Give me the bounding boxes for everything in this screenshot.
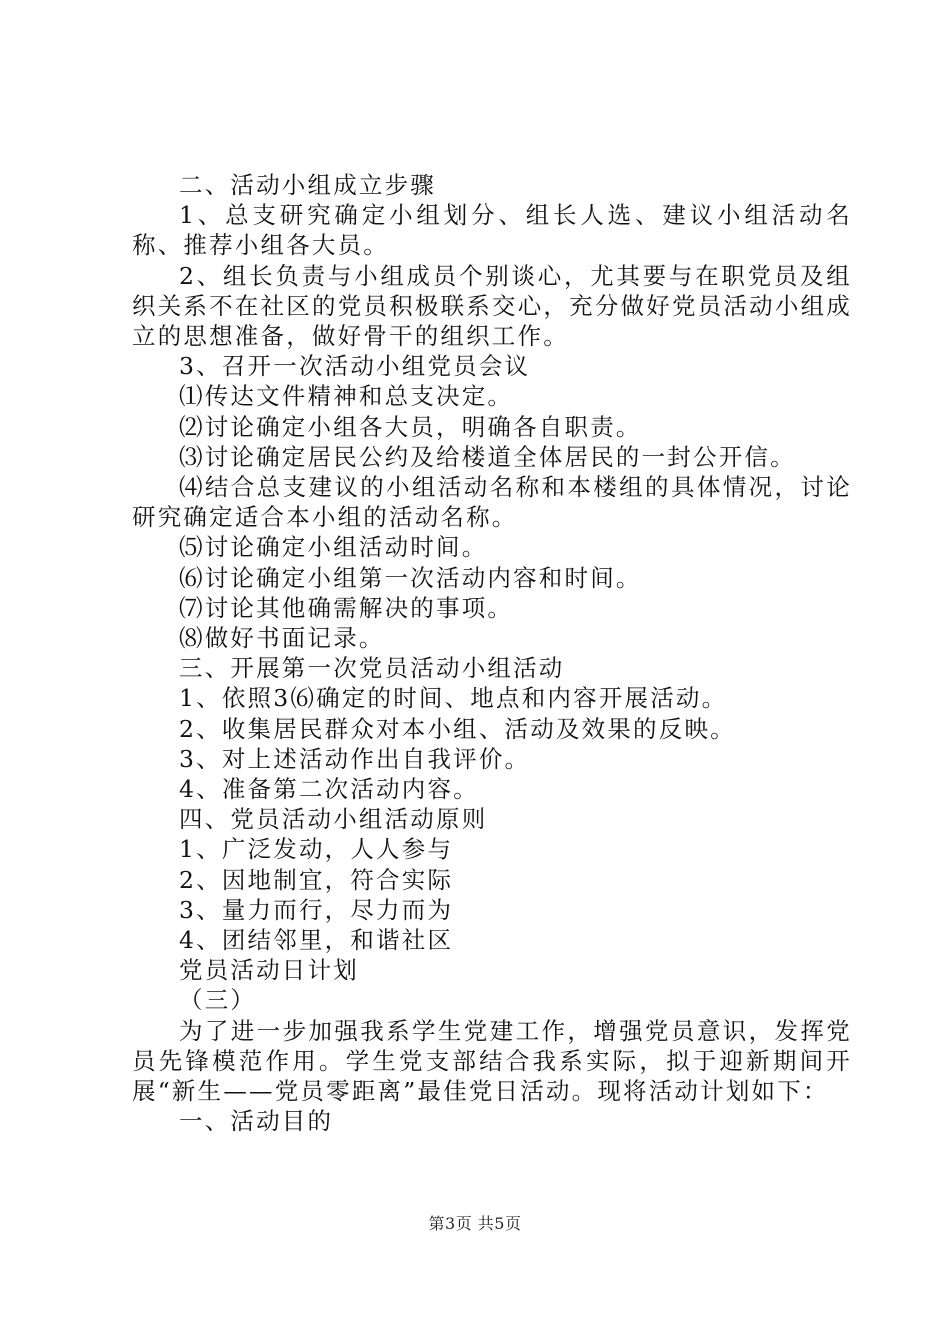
paragraph: 为了进一步加强我系学生党建工作，增强党员意识，发挥党员先锋模范作用。学生党支部结合我系实际，拟于迎新期间开展“新生——党员零距离”最佳党日活动。现将活动计划如下：	[132, 1016, 852, 1106]
list-item: ⑻做好书面记录。	[179, 624, 385, 653]
list-item: ⑵讨论确定小组各大员，明确各自职责。	[179, 412, 642, 441]
list-item: ⑷结合总支建议的小组活动名称和本楼组的具体情况，讨论研究确定适合本小组的活动名称。	[132, 473, 852, 532]
paragraph: 2、组长负责与小组成员个别谈心，尤其要与在职党员及组织关系不在社区的党员积极联系交心，充分做好党员活动小组成立的思想准备，做好骨干的组织工作。	[132, 261, 852, 351]
list-item: ⑸讨论确定小组活动时间。	[179, 533, 488, 562]
list-item: ⑺讨论其他确需解决的事项。	[179, 593, 514, 622]
section-heading: 三、开展第一次党员活动小组活动	[179, 654, 565, 683]
paragraph: 3、对上述活动作出自我评价。	[179, 744, 531, 773]
paragraph: 1、广泛发动，人人参与	[179, 835, 454, 864]
paragraph: 2、因地制宜，符合实际	[179, 865, 454, 894]
document-body	[132, 170, 852, 1137]
paragraph: 3、量力而行，尽力而为	[179, 895, 454, 924]
list-item: ⑹讨论确定小组第一次活动内容和时间。	[179, 563, 642, 592]
list-item: ⑶讨论确定居民公约及给楼道全体居民的一封公开信。	[179, 442, 796, 471]
document-title: 党员活动日计划	[179, 956, 359, 985]
paragraph: 3、召开一次活动小组党员会议	[179, 352, 531, 381]
paragraph: 4、准备第二次活动内容。	[179, 775, 479, 804]
page-footer: 第3页 共5页	[428, 1214, 522, 1233]
paragraph: 4、团结邻里，和谐社区	[179, 926, 454, 955]
paragraph: 1、总支研究确定小组划分、组长人选、建议小组活动名称、推荐小组各大员。	[132, 201, 852, 260]
section-heading: 一、活动目的	[179, 1107, 334, 1136]
section-heading: 二、活动小组成立步骤	[179, 171, 436, 199]
paragraph: 2、收集居民群众对本小组、活动及效果的反映。	[179, 714, 736, 743]
list-item: ⑴传达文件精神和总支决定。	[179, 382, 514, 411]
section-heading: 四、党员活动小组活动原则	[179, 805, 488, 834]
section-number: （三）	[179, 986, 257, 1015]
paragraph: 1、依照3⑹确定的时间、地点和内容开展活动。	[179, 684, 728, 713]
